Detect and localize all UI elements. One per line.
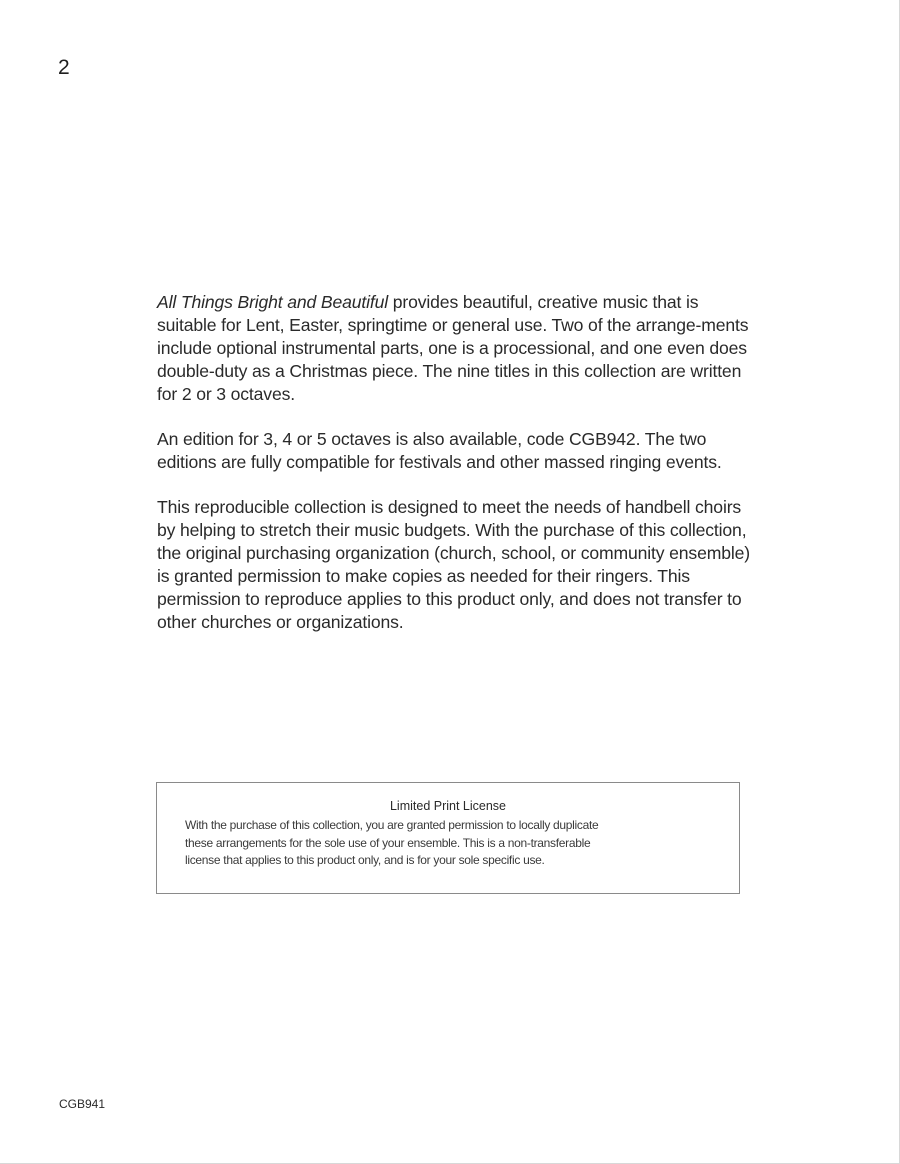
- license-line: With the purchase of this collection, you are granted permission to locally duplicate: [185, 818, 599, 832]
- license-box: [156, 782, 740, 894]
- intro-paragraph-1-text: provides beautiful, creative music that is suitable for Lent, Easter, springtime or general use. Two of the arrange-ments include optional instrumental parts, one is a processional, and one even does double-duty as a Christmas piece. The nine titles in this collection are written for 2 or 3 octaves.: [157, 292, 749, 404]
- intro-paragraph-3: This reproducible collection is designed to meet the needs of handbell choirs by helping to stretch their music budgets. With the purchase of this collection, the original purchasing organization (church, school, or community ensemble) is granted permission to make copies as needed for their ringers. This permission to reproduce applies to this product only, and does not transfer to other churches or organizations.: [157, 497, 750, 632]
- license-title: Limited Print License: [389, 799, 507, 813]
- page-number: 2: [58, 56, 70, 79]
- license-line: license that applies to this product only, and is for your sole specific use.: [185, 853, 545, 867]
- product-code: CGB941: [59, 1097, 106, 1111]
- collection-title: All Things Bright and Beautiful: [157, 292, 389, 312]
- intro-paragraph-2: An edition for 3, 4 or 5 octaves is also available, code CGB942. The two editions are fully compatible for festivals and other massed ringing events.: [157, 429, 722, 472]
- license-text: [185, 817, 725, 870]
- license-line: these arrangements for the sole use of your ensemble. This is a non-transferable: [185, 835, 591, 850]
- intro-paragraph-1: [157, 291, 757, 406]
- intro-text: [157, 291, 757, 656]
